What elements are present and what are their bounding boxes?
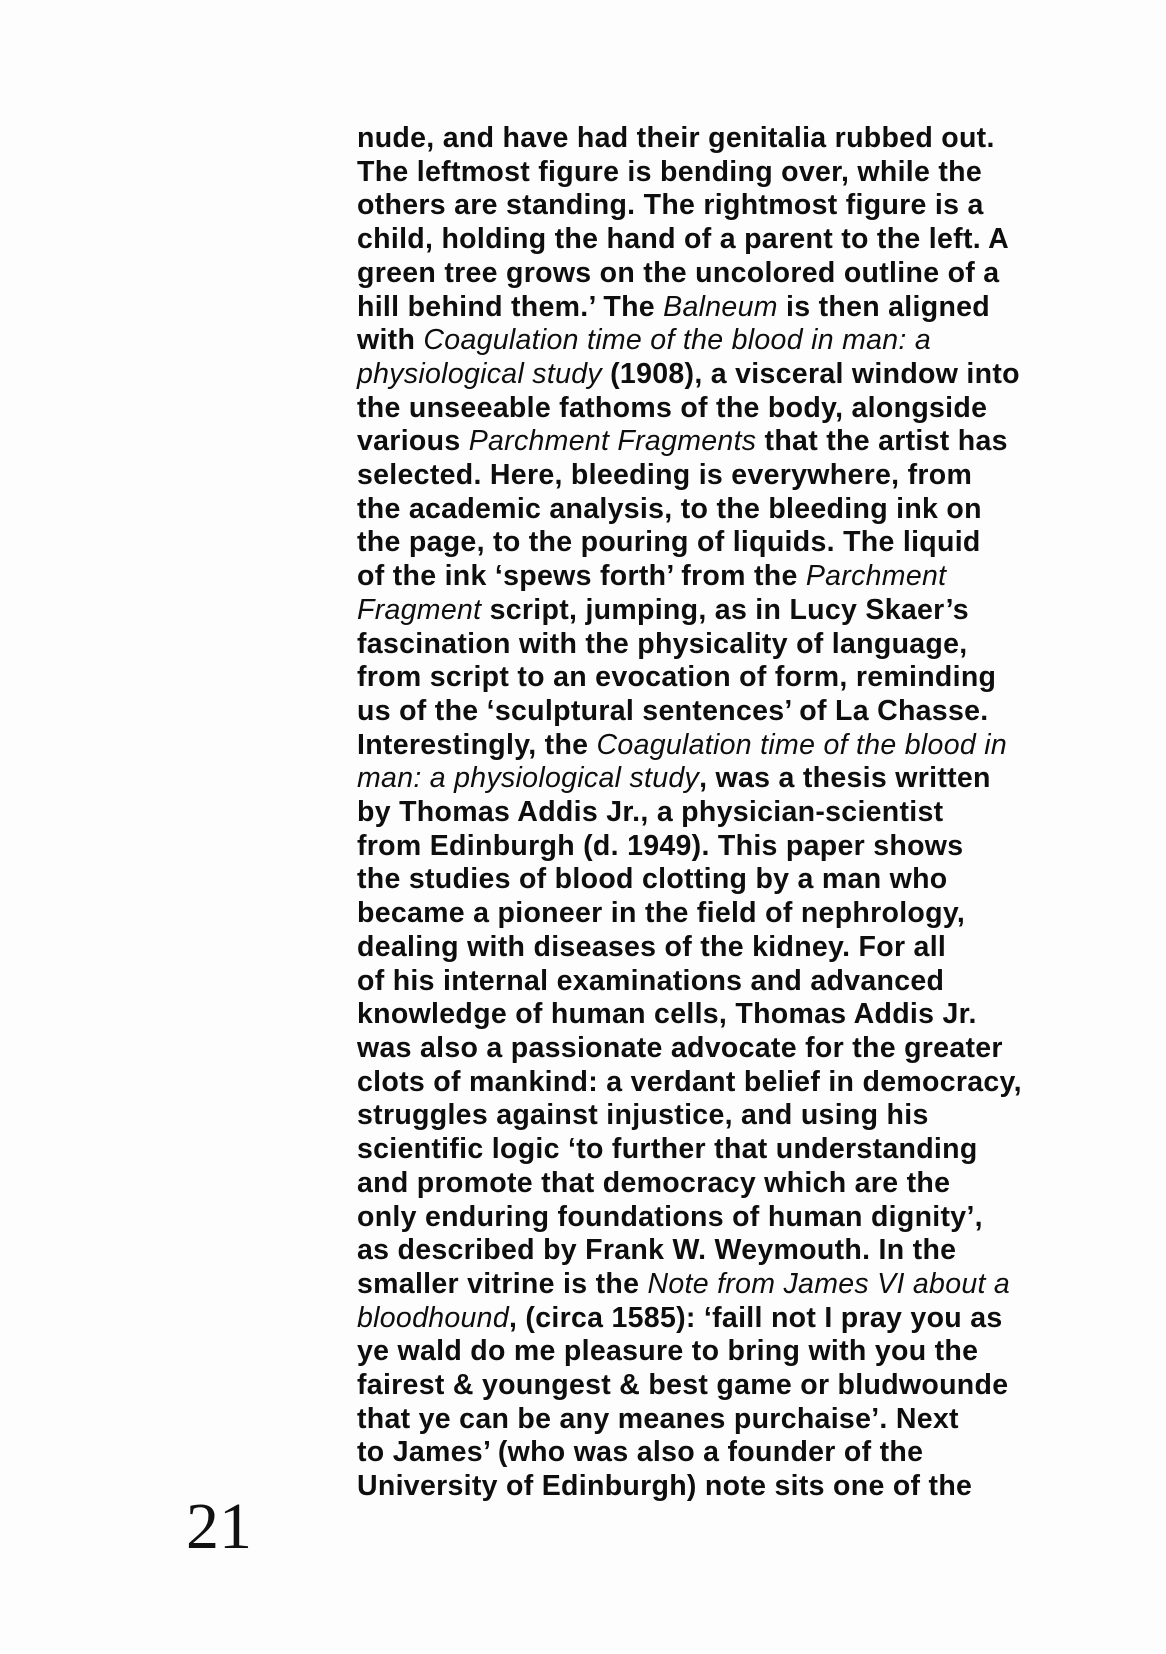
text-line <box>357 1099 1037 1133</box>
text-line <box>357 1302 1037 1336</box>
bold-text-segment: of his internal examinations and advanced <box>357 964 945 997</box>
bold-text-segment: various <box>357 425 469 458</box>
bold-text-segment: us of the ‘sculptural sentences’ of La Chasse. <box>357 694 989 727</box>
bold-text-segment: that ye can be any meanes purchaise’. Next <box>357 1402 959 1435</box>
page-number: 21 <box>186 1490 252 1563</box>
text-line <box>357 560 1037 594</box>
text-line <box>357 695 1037 729</box>
text-line <box>357 1234 1037 1268</box>
text-line <box>357 1436 1037 1470</box>
bold-text-segment: The leftmost figure is bending over, while the <box>357 155 983 188</box>
text-line <box>357 223 1037 257</box>
bold-text-segment: the academic analysis, to the bleeding ink on <box>357 492 982 525</box>
bold-text-segment: is then aligned <box>777 290 991 323</box>
italic-text-segment: Parchment <box>805 560 947 593</box>
text-line <box>357 122 1037 156</box>
bold-text-segment: with <box>357 324 424 357</box>
italic-text-segment: Parchment Fragments <box>468 425 757 458</box>
text-line <box>357 189 1037 223</box>
text-line <box>357 1369 1037 1403</box>
text-line <box>357 830 1037 864</box>
text-line <box>357 156 1037 190</box>
text-line <box>357 459 1037 493</box>
italic-text-segment: Note from James VI about a <box>647 1267 1011 1300</box>
text-line <box>357 863 1037 897</box>
bold-text-segment: that the artist has <box>756 425 1008 458</box>
bold-text-segment: University of Edinburgh) note sits one of the <box>357 1470 973 1503</box>
text-line <box>357 1032 1037 1066</box>
bold-text-segment: nude, and have had their genitalia rubbed out. <box>357 122 995 154</box>
bold-text-segment: and promote that democracy which are the <box>357 1166 951 1199</box>
text-line <box>357 257 1037 291</box>
bold-text-segment: the unseeable fathoms of the body, alongside <box>357 391 988 424</box>
bold-text-segment: of the ink ‘spews forth’ from the <box>357 560 806 593</box>
italic-text-segment: man: a physiological study <box>357 762 700 795</box>
text-line <box>357 661 1037 695</box>
bold-text-segment: knowledge of human cells, Thomas Addis Jr. <box>357 998 977 1031</box>
text-line <box>357 425 1037 459</box>
text-line <box>357 998 1037 1032</box>
italic-text-segment: Coagulation time of the blood in man: a <box>423 324 932 357</box>
text-line <box>357 1201 1037 1235</box>
text-line <box>357 392 1037 426</box>
italic-text-segment: physiological study <box>357 357 602 390</box>
bold-text-segment: child, holding the hand of a parent to the left. A <box>357 223 1010 256</box>
bold-text-segment: green tree grows on the uncolored outline of a <box>357 256 1000 289</box>
text-line <box>357 1335 1037 1369</box>
text-line <box>357 796 1037 830</box>
bold-text-segment: smaller vitrine is the <box>357 1267 648 1300</box>
bold-text-segment: by Thomas Addis Jr., a physician-scientist <box>357 796 944 829</box>
text-line <box>357 291 1037 325</box>
bold-text-segment: the page, to the pouring of liquids. The liquid <box>357 526 981 559</box>
bold-text-segment: dealing with diseases of the kidney. For all <box>357 930 947 963</box>
text-line <box>357 965 1037 999</box>
bold-text-segment: became a pioneer in the field of nephrology, <box>357 897 966 930</box>
bold-text-segment: script, jumping, as in Lucy Skaer’s <box>481 593 969 626</box>
bold-text-segment: Interestingly, the <box>357 728 597 761</box>
bold-text-segment: fascination with the physicality of language, <box>357 627 968 660</box>
text-line <box>357 628 1037 662</box>
italic-text-segment: bloodhound <box>357 1301 509 1334</box>
italic-text-segment: Fragment <box>357 593 482 626</box>
bold-text-segment: scientific logic ‘to further that understanding <box>357 1133 978 1166</box>
text-line <box>357 729 1037 763</box>
bold-text-segment: from Edinburgh (d. 1949). This paper shows <box>357 829 964 862</box>
bold-text-segment: the studies of blood clotting by a man who <box>357 863 948 896</box>
text-line <box>357 594 1037 628</box>
text-line <box>357 1066 1037 1100</box>
bold-text-segment: fairest & youngest & best game or bludwounde <box>357 1369 1009 1402</box>
bold-text-segment: clots of mankind: a verdant belief in democracy, <box>357 1065 1022 1098</box>
text-line <box>357 1133 1037 1167</box>
bold-text-segment: selected. Here, bleeding is everywhere, from <box>357 459 973 492</box>
bold-text-segment: struggles against injustice, and using his <box>357 1099 929 1132</box>
text-line <box>357 493 1037 527</box>
bold-text-segment: hill behind them.’ The <box>357 290 664 323</box>
bold-text-segment: others are standing. The rightmost figure is a <box>357 189 984 222</box>
text-line <box>357 762 1037 796</box>
bold-text-segment: (1908), a visceral window into <box>601 357 1020 390</box>
text-line <box>357 1268 1037 1302</box>
bold-text-segment: , was a thesis written <box>699 762 991 795</box>
text-line <box>357 324 1037 358</box>
italic-text-segment: Coagulation time of the blood in <box>596 728 1007 761</box>
bold-text-segment: as described by Frank W. Weymouth. In the <box>357 1234 957 1267</box>
text-line <box>357 1403 1037 1437</box>
text-line <box>357 358 1037 392</box>
text-line <box>357 526 1037 560</box>
text-line <box>357 897 1037 931</box>
bold-text-segment: was also a passionate advocate for the greater <box>357 1031 1003 1064</box>
text-line <box>357 1470 1037 1504</box>
body-text <box>357 122 1037 1504</box>
text-line <box>357 931 1037 965</box>
bold-text-segment: , (circa 1585): ‘faill not I pray you as <box>509 1301 1003 1334</box>
bold-text-segment: only enduring foundations of human dignity’, <box>357 1200 983 1233</box>
bold-text-segment: from script to an evocation of form, reminding <box>357 661 997 694</box>
text-line <box>357 1167 1037 1201</box>
bold-text-segment: to James’ (who was also a founder of the <box>357 1436 924 1469</box>
bold-text-segment: ye wald do me pleasure to bring with you the <box>357 1335 979 1368</box>
italic-text-segment: Balneum <box>663 290 778 323</box>
